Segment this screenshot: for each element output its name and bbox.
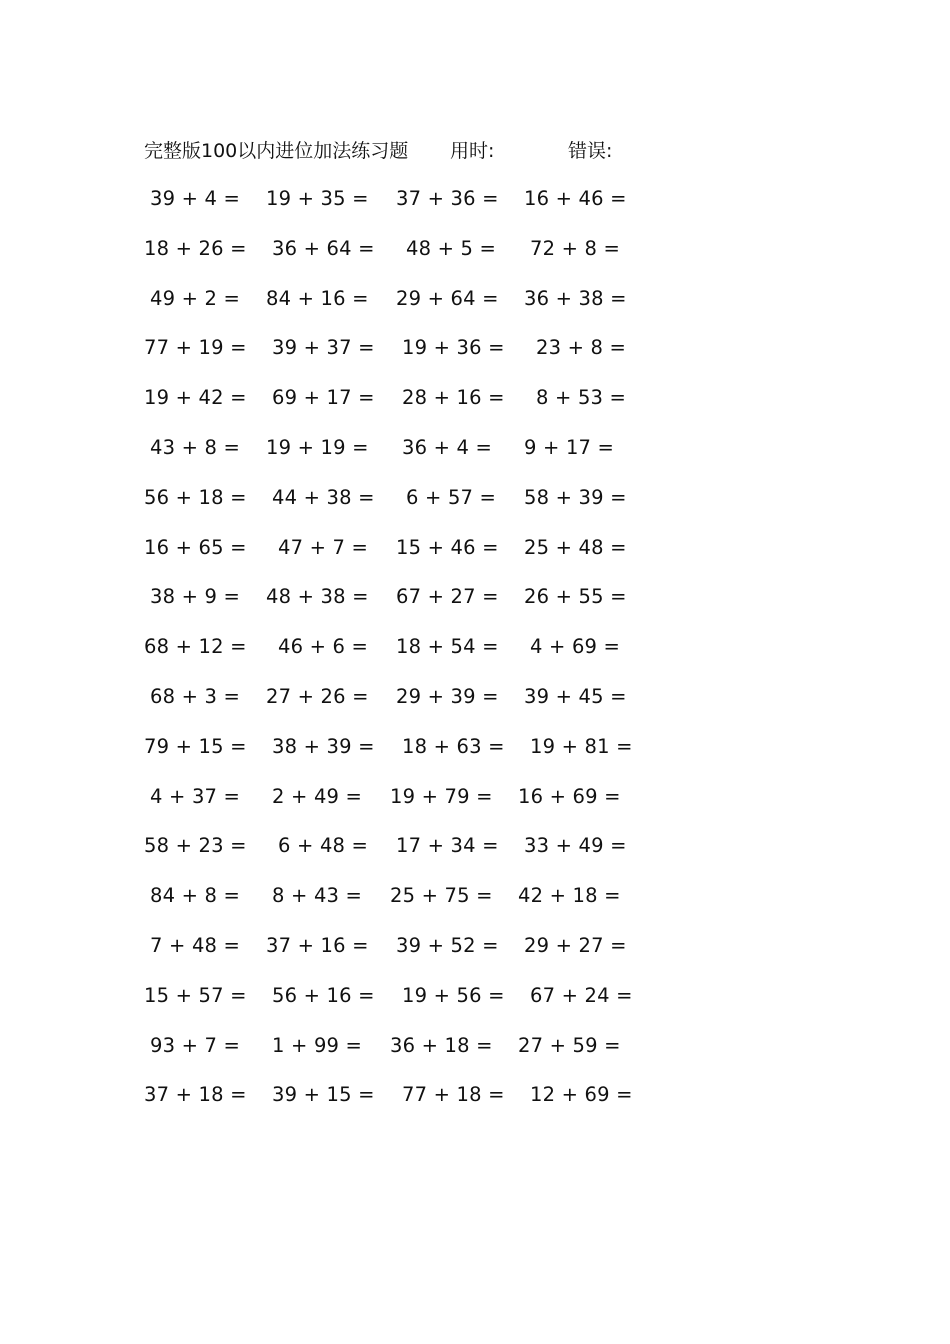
problem-item: 39 + 52 =	[396, 934, 499, 957]
problem-item: 77 + 19 =	[144, 336, 247, 359]
problem-item: 39 + 15 =	[272, 1083, 375, 1106]
problem-item: 28 + 16 =	[402, 386, 505, 409]
problem-item: 36 + 4 =	[402, 436, 493, 459]
problem-item: 56 + 16 =	[272, 984, 375, 1007]
problem-item: 4 + 37 =	[150, 785, 241, 808]
problem-item: 16 + 65 =	[144, 536, 247, 559]
problem-item: 72 + 8 =	[530, 237, 621, 260]
problem-item: 29 + 39 =	[396, 685, 499, 708]
problem-item: 39 + 4 =	[150, 187, 241, 210]
problem-item: 12 + 69 =	[530, 1083, 633, 1106]
problem-item: 25 + 75 =	[390, 884, 493, 907]
worksheet-title: 完整版100以内进位加法练习题	[144, 140, 409, 162]
problem-item: 18 + 63 =	[402, 735, 505, 758]
problem-item: 8 + 53 =	[536, 386, 627, 409]
problem-item: 6 + 48 =	[278, 834, 369, 857]
problem-item: 36 + 38 =	[524, 287, 627, 310]
problem-item: 58 + 39 =	[524, 486, 627, 509]
problem-item: 46 + 6 =	[278, 635, 369, 658]
problem-item: 7 + 48 =	[150, 934, 241, 957]
problem-item: 15 + 57 =	[144, 984, 247, 1007]
problem-item: 18 + 26 =	[144, 237, 247, 260]
problem-item: 84 + 16 =	[266, 287, 369, 310]
problem-item: 27 + 59 =	[518, 1034, 621, 1057]
problem-item: 69 + 17 =	[272, 386, 375, 409]
problem-item: 27 + 26 =	[266, 685, 369, 708]
problem-item: 67 + 27 =	[396, 585, 499, 608]
problem-item: 48 + 5 =	[406, 237, 497, 260]
problem-item: 39 + 45 =	[524, 685, 627, 708]
problem-item: 4 + 69 =	[530, 635, 621, 658]
problem-item: 19 + 36 =	[402, 336, 505, 359]
problem-item: 2 + 49 =	[272, 785, 363, 808]
problem-item: 29 + 27 =	[524, 934, 627, 957]
problem-item: 33 + 49 =	[524, 834, 627, 857]
problem-item: 17 + 34 =	[396, 834, 499, 857]
problem-item: 68 + 12 =	[144, 635, 247, 658]
problem-item: 19 + 56 =	[402, 984, 505, 1007]
error-count-label: 错误:	[568, 140, 613, 162]
problem-item: 25 + 48 =	[524, 536, 627, 559]
problem-item: 56 + 18 =	[144, 486, 247, 509]
problem-item: 37 + 18 =	[144, 1083, 247, 1106]
problem-item: 77 + 18 =	[402, 1083, 505, 1106]
problem-item: 47 + 7 =	[278, 536, 369, 559]
problem-item: 6 + 57 =	[406, 486, 497, 509]
problem-item: 39 + 37 =	[272, 336, 375, 359]
problem-item: 1 + 99 =	[272, 1034, 363, 1057]
problem-item: 68 + 3 =	[150, 685, 241, 708]
problem-item: 9 + 17 =	[524, 436, 615, 459]
problem-item: 43 + 8 =	[150, 436, 241, 459]
problem-item: 38 + 9 =	[150, 585, 241, 608]
problem-item: 42 + 18 =	[518, 884, 621, 907]
problem-item: 84 + 8 =	[150, 884, 241, 907]
problem-item: 44 + 38 =	[272, 486, 375, 509]
problem-item: 26 + 55 =	[524, 585, 627, 608]
problem-item: 67 + 24 =	[530, 984, 633, 1007]
problem-item: 19 + 79 =	[390, 785, 493, 808]
problem-item: 19 + 19 =	[266, 436, 369, 459]
problem-item: 16 + 69 =	[518, 785, 621, 808]
time-used-label: 用时:	[450, 140, 495, 162]
problem-item: 36 + 64 =	[272, 237, 375, 260]
problem-item: 19 + 42 =	[144, 386, 247, 409]
problem-item: 49 + 2 =	[150, 287, 241, 310]
problem-item: 37 + 36 =	[396, 187, 499, 210]
problem-item: 15 + 46 =	[396, 536, 499, 559]
problem-item: 36 + 18 =	[390, 1034, 493, 1057]
problem-item: 37 + 16 =	[266, 934, 369, 957]
problem-item: 19 + 81 =	[530, 735, 633, 758]
problem-item: 23 + 8 =	[536, 336, 627, 359]
problem-item: 48 + 38 =	[266, 585, 369, 608]
problem-item: 29 + 64 =	[396, 287, 499, 310]
problem-item: 93 + 7 =	[150, 1034, 241, 1057]
problem-item: 16 + 46 =	[524, 187, 627, 210]
problem-item: 38 + 39 =	[272, 735, 375, 758]
problem-item: 79 + 15 =	[144, 735, 247, 758]
problem-item: 19 + 35 =	[266, 187, 369, 210]
problem-item: 58 + 23 =	[144, 834, 247, 857]
problem-item: 18 + 54 =	[396, 635, 499, 658]
problem-item: 8 + 43 =	[272, 884, 363, 907]
